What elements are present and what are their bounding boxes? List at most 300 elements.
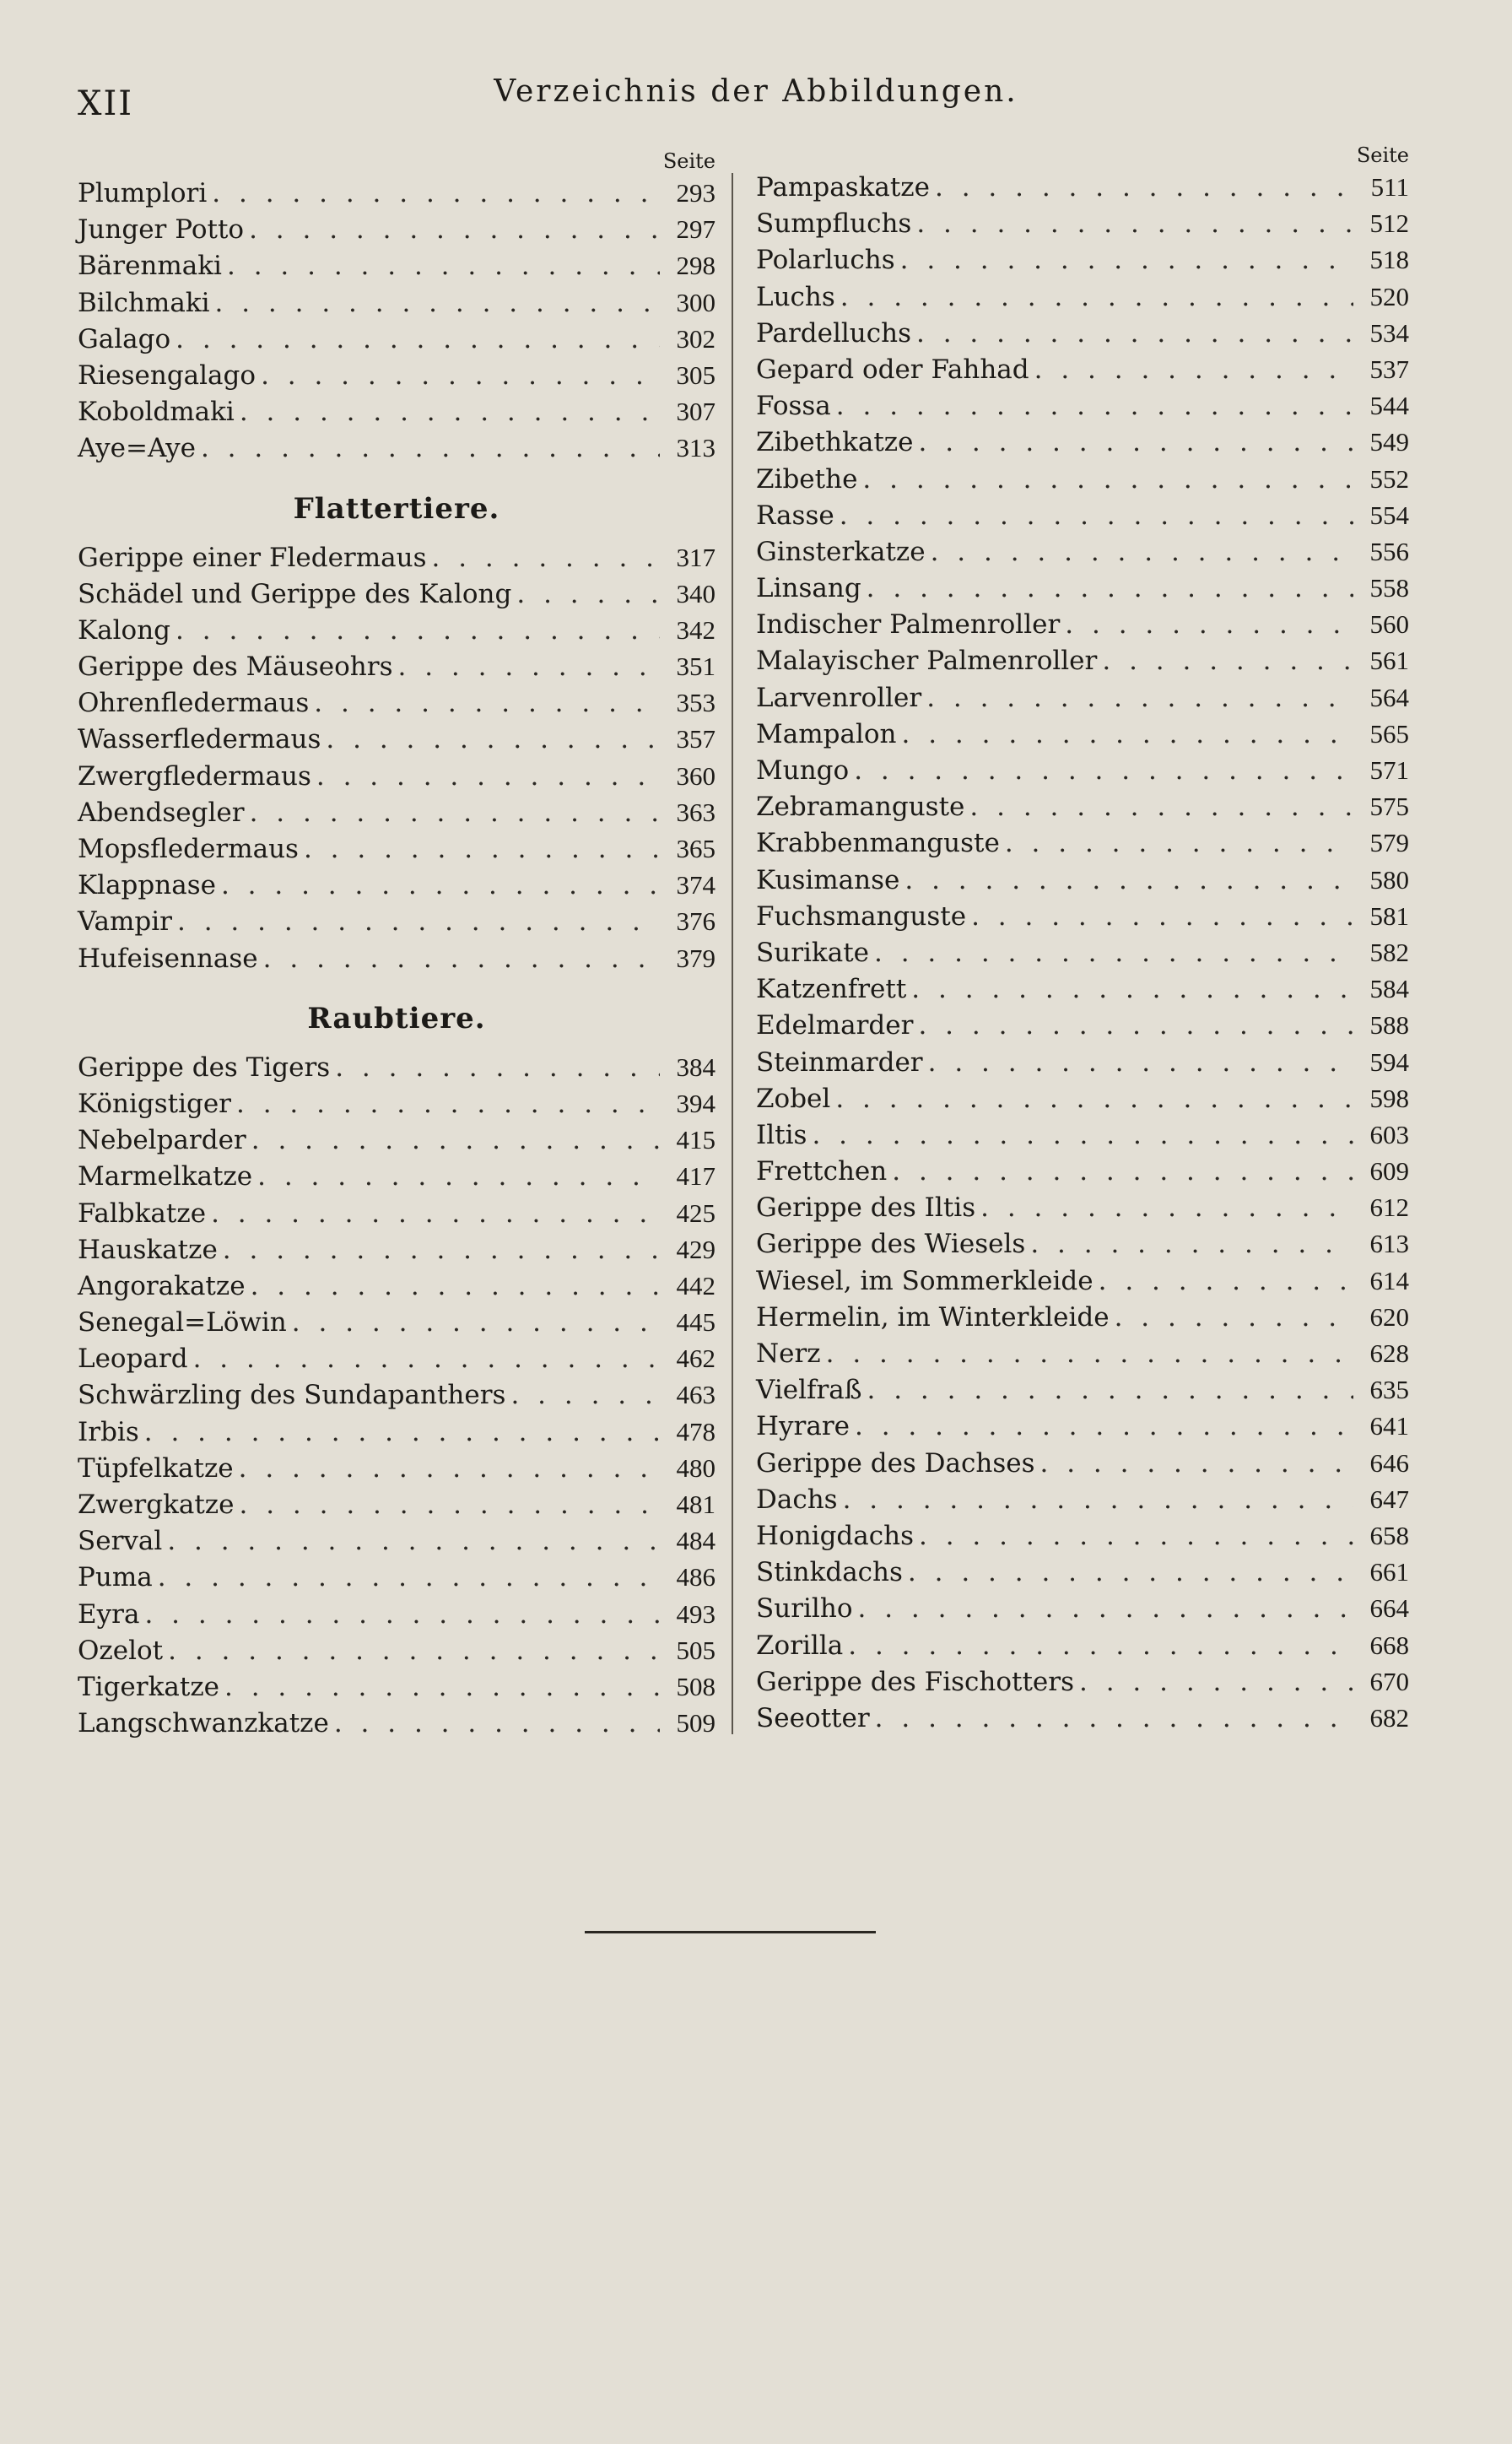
entry-page-number: 417 [676, 1161, 716, 1192]
index-entry [756, 862, 1409, 898]
entry-name: Gerippe des Iltis [756, 1192, 976, 1224]
dot-leader [236, 1086, 660, 1122]
entry-page-number: 682 [1369, 1702, 1409, 1733]
dot-leader [843, 1482, 1353, 1518]
index-entry [78, 1414, 716, 1450]
dot-leader [848, 1628, 1353, 1664]
entry-page-number: 445 [676, 1307, 716, 1338]
entry-page-number: 571 [1369, 755, 1409, 785]
index-entry [78, 1049, 716, 1085]
entry-page-number: 647 [1369, 1484, 1409, 1514]
entry-name: Nebelparder [78, 1125, 246, 1156]
dot-leader [855, 1409, 1353, 1445]
index-entry [78, 648, 716, 684]
entry-page-number: 603 [1369, 1119, 1409, 1149]
dot-leader [240, 1487, 661, 1523]
entry-page-number: 537 [1369, 354, 1409, 384]
index-entry [756, 278, 1409, 315]
index-entry [756, 1371, 1409, 1408]
entry-name: Schwärzling des Sundapanthers [78, 1380, 506, 1411]
entry-name: Gerippe des Fischotters [756, 1666, 1074, 1697]
entry-name: Abendsegler [78, 797, 245, 828]
dot-leader [916, 206, 1353, 242]
index-entry [756, 1007, 1409, 1043]
entry-name: Pampaskatze [756, 172, 930, 203]
entry-name: Zwergkatze [78, 1490, 235, 1520]
entry-page-number: 379 [676, 943, 716, 973]
entry-page-number: 509 [676, 1708, 716, 1738]
entry-name: Hufeisennase [78, 943, 258, 974]
entry-name: Kusimanse [756, 864, 900, 895]
entry-name: Nerz [756, 1338, 821, 1369]
index-entry [756, 1481, 1409, 1517]
dot-leader [1034, 352, 1353, 388]
left-column [78, 148, 716, 1741]
entry-page-number: 374 [676, 870, 716, 900]
index-entry [756, 1408, 1409, 1444]
index-entry [78, 430, 716, 466]
entry-name: Hermelin, im Winterkleide [756, 1301, 1110, 1333]
index-entry [78, 1122, 716, 1158]
column-label: Seite [662, 149, 716, 173]
entry-name: Tigerkatze [78, 1671, 220, 1702]
dot-leader [919, 1518, 1353, 1555]
entry-name: Mampalon [756, 718, 897, 749]
end-rule [585, 1931, 876, 1933]
entry-page-number: 670 [1369, 1666, 1409, 1696]
dot-leader [902, 716, 1354, 753]
index-entry [756, 1590, 1409, 1626]
dot-leader [263, 941, 660, 977]
entry-name: Zibethkatze [756, 427, 914, 458]
entry-page-number: 313 [676, 433, 716, 463]
index-entry [756, 533, 1409, 570]
dot-leader [251, 1122, 660, 1159]
dot-leader [835, 1081, 1353, 1117]
entry-page-number: 481 [676, 1490, 716, 1519]
section-heading: Flattertiere. [293, 491, 500, 526]
dot-leader [224, 1669, 660, 1706]
entry-name: Edelmarder [756, 1010, 914, 1041]
index-entry [78, 357, 716, 393]
entry-page-number: 353 [676, 688, 716, 718]
dot-leader [168, 1633, 660, 1669]
entry-page-number: 357 [676, 724, 716, 754]
dot-leader [918, 424, 1353, 461]
entry-page-number: 612 [1369, 1192, 1409, 1223]
dot-leader [1099, 1263, 1353, 1300]
entry-page-number: 575 [1369, 792, 1409, 822]
entry-page-number: 549 [1369, 427, 1409, 457]
entry-name: Riesengalago [78, 360, 256, 391]
entry-name: Fossa [756, 391, 831, 422]
entry-page-number: 486 [676, 1562, 716, 1592]
index-entry [756, 642, 1409, 679]
entry-page-number: 508 [676, 1671, 716, 1701]
entry-page-number: 317 [676, 542, 716, 572]
dot-leader [158, 1560, 660, 1596]
index-entry [78, 1085, 716, 1122]
index-entry [756, 898, 1409, 934]
entry-name: Senegal=Löwin [78, 1307, 287, 1338]
entry-name: Leopard [78, 1344, 188, 1375]
dot-leader [397, 649, 660, 685]
entry-name: Rasse [756, 500, 834, 531]
dot-leader [176, 322, 660, 358]
entry-name: Zorilla [756, 1630, 844, 1661]
index-entry [756, 606, 1409, 642]
entry-page-number: 613 [1369, 1229, 1409, 1259]
entry-name: Klappnase [78, 870, 216, 901]
index-entry [756, 679, 1409, 716]
dot-leader [867, 570, 1353, 607]
dot-leader [212, 176, 660, 212]
page-number: XII [78, 84, 134, 123]
index-entry [78, 1195, 716, 1231]
index-entry [756, 1225, 1409, 1262]
entry-page-number: 462 [676, 1344, 716, 1374]
entry-name: Linsang [756, 573, 861, 604]
index-entry [756, 1663, 1409, 1700]
index-entry [78, 247, 716, 284]
entry-name: Dachs [756, 1484, 838, 1515]
entry-page-number: 534 [1369, 317, 1409, 348]
entry-name: Ozelot [78, 1635, 164, 1666]
entry-page-number: 425 [676, 1198, 716, 1228]
index-entry [78, 940, 716, 976]
dot-leader [826, 1336, 1353, 1372]
index-entry [78, 1486, 716, 1522]
entry-name: Eyra [78, 1598, 140, 1630]
entry-page-number: 351 [676, 652, 716, 682]
index-entry [78, 175, 716, 211]
dot-leader [432, 540, 660, 576]
entry-name: Plumplori [78, 178, 208, 208]
index-entry [78, 284, 716, 321]
dot-leader [908, 1555, 1353, 1591]
entry-name: Mopsfledermaus [78, 834, 299, 864]
entry-name: Zibethe [756, 463, 858, 495]
running-head-title: Verzeichnis der Abbildungen. [494, 74, 1018, 109]
dot-leader [239, 1451, 660, 1487]
entry-page-number: 614 [1369, 1265, 1409, 1295]
index-entry [756, 205, 1409, 241]
entry-name: Vampir [78, 906, 172, 938]
entry-page-number: 429 [676, 1234, 716, 1264]
entry-page-number: 598 [1369, 1083, 1409, 1113]
entry-page-number: 293 [676, 178, 716, 208]
dot-leader [1102, 643, 1353, 679]
index-entry [78, 758, 716, 794]
dot-leader [201, 430, 660, 467]
entry-page-number: 564 [1369, 682, 1409, 712]
dot-leader [1079, 1664, 1353, 1701]
dot-leader [1040, 1446, 1353, 1482]
entry-page-number: 664 [1369, 1593, 1409, 1624]
entry-page-number: 628 [1369, 1338, 1409, 1368]
entry-page-number: 588 [1369, 1010, 1409, 1041]
dot-leader [926, 680, 1353, 716]
entry-name: Koboldmaki [78, 397, 235, 428]
index-entry [756, 1700, 1409, 1736]
index-entry [78, 576, 716, 612]
index-entry [756, 1299, 1409, 1335]
dot-leader [918, 1008, 1353, 1044]
entry-name: Mungo [756, 755, 850, 786]
entry-page-number: 342 [676, 614, 716, 645]
entry-name: Gerippe des Dachses [756, 1447, 1035, 1479]
entry-page-number: 582 [1369, 937, 1409, 967]
column-label: Seite [1356, 143, 1409, 167]
entry-page-number: 394 [676, 1088, 716, 1118]
index-entry [756, 1189, 1409, 1225]
dot-leader [215, 285, 660, 322]
entry-page-number: 520 [1369, 281, 1409, 311]
entry-page-number: 484 [676, 1526, 716, 1556]
entry-page-number: 561 [1369, 646, 1409, 676]
entry-name: Gerippe des Mäuseohrs [78, 652, 393, 683]
entry-page-number: 609 [1369, 1156, 1409, 1187]
index-entry [78, 721, 716, 757]
index-entry [756, 461, 1409, 497]
entry-page-number: 297 [676, 214, 716, 245]
index-entry [78, 1340, 716, 1376]
entry-name: Gepard oder Fahhad [756, 354, 1029, 385]
index-entry [78, 1231, 716, 1268]
dot-leader [211, 1196, 660, 1232]
index-entry [78, 1268, 716, 1304]
entry-name: Katzenfrett [756, 974, 907, 1005]
dot-leader [1115, 1300, 1353, 1336]
dot-leader [1030, 1226, 1353, 1263]
index-entry [756, 1554, 1409, 1590]
entry-name: Seeotter [756, 1702, 870, 1733]
dot-leader [1065, 607, 1353, 643]
entry-name: Königstiger [78, 1088, 232, 1119]
entry-name: Luchs [756, 281, 835, 312]
entry-name: Langschwanzkatze [78, 1708, 329, 1739]
index-entry [78, 1522, 716, 1559]
entry-name: Malayischer Palmenroller [756, 646, 1098, 677]
dot-leader [1005, 825, 1353, 862]
section-heading: Raubtiere. [307, 1001, 486, 1035]
index-entry [756, 971, 1409, 1007]
index-entry [756, 752, 1409, 788]
entry-page-number: 340 [676, 578, 716, 608]
dot-leader [314, 685, 660, 722]
index-entry [756, 1517, 1409, 1554]
index-entry [756, 387, 1409, 424]
index-entry [756, 1044, 1409, 1080]
dot-leader [250, 795, 660, 831]
entry-name: Honigdachs [756, 1520, 914, 1551]
entry-name: Ginsterkatze [756, 536, 926, 567]
dot-leader [510, 1377, 660, 1414]
entry-name: Galago [78, 323, 171, 354]
dot-leader [221, 868, 660, 904]
entry-name: Surikate [756, 937, 870, 968]
entry-name: Zebramanguste [756, 792, 965, 823]
index-entry [78, 211, 716, 247]
dot-leader [516, 576, 660, 613]
entry-name: Frettchen [756, 1156, 888, 1187]
entry-name: Bärenmaki [78, 251, 222, 282]
dot-leader [144, 1414, 660, 1451]
index-entry [756, 424, 1409, 460]
entry-page-number: 360 [676, 760, 716, 791]
index-entry [756, 1153, 1409, 1189]
entry-page-number: 307 [676, 397, 716, 427]
index-entry [78, 321, 716, 357]
index-entry [78, 393, 716, 430]
dot-leader [316, 759, 660, 795]
entry-page-number: 302 [676, 323, 716, 354]
index-entry [78, 1632, 716, 1668]
entry-page-number: 580 [1369, 864, 1409, 895]
dot-leader [261, 358, 660, 394]
index-entry [78, 1376, 716, 1413]
dot-leader [292, 1305, 660, 1341]
index-entry [78, 1596, 716, 1632]
entry-page-number: 668 [1369, 1630, 1409, 1660]
dot-leader [840, 498, 1353, 534]
index-entry [756, 315, 1409, 351]
entry-page-number: 661 [1369, 1557, 1409, 1587]
index-entry [756, 497, 1409, 533]
entry-name: Vielfraß [756, 1375, 862, 1406]
entry-name: Krabbenmanguste [756, 828, 1000, 859]
entry-page-number: 565 [1369, 718, 1409, 749]
dot-leader [874, 935, 1353, 971]
index-entry [756, 169, 1409, 205]
entry-page-number: 298 [676, 251, 716, 281]
index-entry [756, 1117, 1409, 1153]
dot-leader [176, 613, 660, 649]
entry-name: Iltis [756, 1119, 807, 1150]
entry-page-number: 463 [676, 1380, 716, 1410]
entry-name: Wiesel, im Sommerkleide [756, 1265, 1094, 1296]
index-entry [78, 1559, 716, 1595]
entry-page-number: 493 [676, 1598, 716, 1629]
entry-page-number: 594 [1369, 1046, 1409, 1077]
entry-page-number: 620 [1369, 1301, 1409, 1332]
index-entry [78, 1158, 716, 1194]
entry-name: Wasserfledermaus [78, 724, 321, 755]
index-entry [756, 825, 1409, 861]
entry-name: Tüpfelkatze [78, 1452, 234, 1484]
entry-name: Falbkatze [78, 1198, 207, 1229]
entry-page-number: 584 [1369, 974, 1409, 1004]
entry-page-number: 641 [1369, 1411, 1409, 1441]
entry-name: Larvenroller [756, 682, 922, 713]
entry-page-number: 556 [1369, 536, 1409, 566]
right-column [756, 142, 1409, 1736]
entry-page-number: 635 [1369, 1375, 1409, 1405]
dot-leader [223, 1232, 660, 1268]
dot-leader [969, 789, 1353, 825]
index-entry [756, 716, 1409, 752]
dot-leader [335, 1050, 660, 1086]
entry-name: Irbis [78, 1416, 139, 1447]
dot-leader [857, 1591, 1353, 1627]
entry-name: Schädel und Gerippe des Kalong [78, 578, 512, 609]
index-entry [78, 1304, 716, 1340]
dot-leader [928, 1045, 1353, 1081]
dot-leader [812, 1117, 1353, 1154]
entry-name: Gerippe des Wiesels [756, 1229, 1026, 1260]
dot-leader [904, 862, 1353, 899]
entry-page-number: 560 [1369, 609, 1409, 640]
entry-page-number: 646 [1369, 1447, 1409, 1478]
index-entry [756, 351, 1409, 387]
dot-leader [862, 462, 1353, 498]
entry-page-number: 558 [1369, 573, 1409, 603]
entry-page-number: 384 [676, 1052, 716, 1082]
dot-leader [971, 899, 1353, 935]
index-entry [78, 867, 716, 903]
entry-page-number: 365 [676, 834, 716, 863]
entry-page-number: 658 [1369, 1520, 1409, 1550]
dot-leader [167, 1523, 660, 1560]
dot-leader [867, 1372, 1354, 1409]
index-entry [78, 1450, 716, 1486]
dot-leader [854, 753, 1353, 789]
index-entry [78, 684, 716, 721]
entry-name: Gerippe des Tigers [78, 1052, 331, 1083]
entry-page-number: 478 [676, 1416, 716, 1446]
dot-leader [911, 971, 1353, 1008]
entry-name: Bilchmaki [78, 287, 210, 318]
dot-leader [240, 394, 660, 430]
entry-page-number: 363 [676, 797, 716, 827]
entry-name: Serval [78, 1526, 163, 1557]
entry-name: Aye=Aye [78, 433, 196, 464]
dot-leader [836, 388, 1353, 424]
index-entry [756, 1080, 1409, 1117]
dot-leader [334, 1706, 660, 1742]
dot-leader [193, 1341, 660, 1377]
dot-leader [931, 534, 1353, 570]
entry-name: Hyrare [756, 1411, 850, 1442]
dot-leader [304, 831, 660, 868]
column-divider [732, 173, 733, 1734]
index-entry [756, 1263, 1409, 1299]
entry-name: Gerippe einer Fledermaus [78, 542, 427, 573]
dot-leader [892, 1154, 1353, 1190]
dot-leader [326, 722, 660, 758]
entry-page-number: 552 [1369, 463, 1409, 494]
entry-page-number: 581 [1369, 900, 1409, 931]
entry-name: Zwergfledermaus [78, 760, 311, 792]
index-entry [756, 1627, 1409, 1663]
entry-page-number: 415 [676, 1125, 716, 1155]
entry-page-number: 442 [676, 1270, 716, 1300]
entry-name: Hauskatze [78, 1234, 218, 1265]
dot-leader [249, 212, 660, 248]
dot-leader [840, 279, 1353, 316]
entry-page-number: 376 [676, 906, 716, 937]
index-entry [78, 1705, 716, 1741]
entry-name: Marmelkatze [78, 1161, 253, 1192]
entry-page-number: 544 [1369, 391, 1409, 421]
index-entry [756, 1335, 1409, 1371]
index-entry [756, 788, 1409, 825]
entry-name: Steinmarder [756, 1046, 923, 1078]
dot-leader [257, 1159, 660, 1195]
dot-leader [900, 242, 1353, 278]
index-entry [756, 1445, 1409, 1481]
entry-name: Sumpfluchs [756, 208, 912, 240]
